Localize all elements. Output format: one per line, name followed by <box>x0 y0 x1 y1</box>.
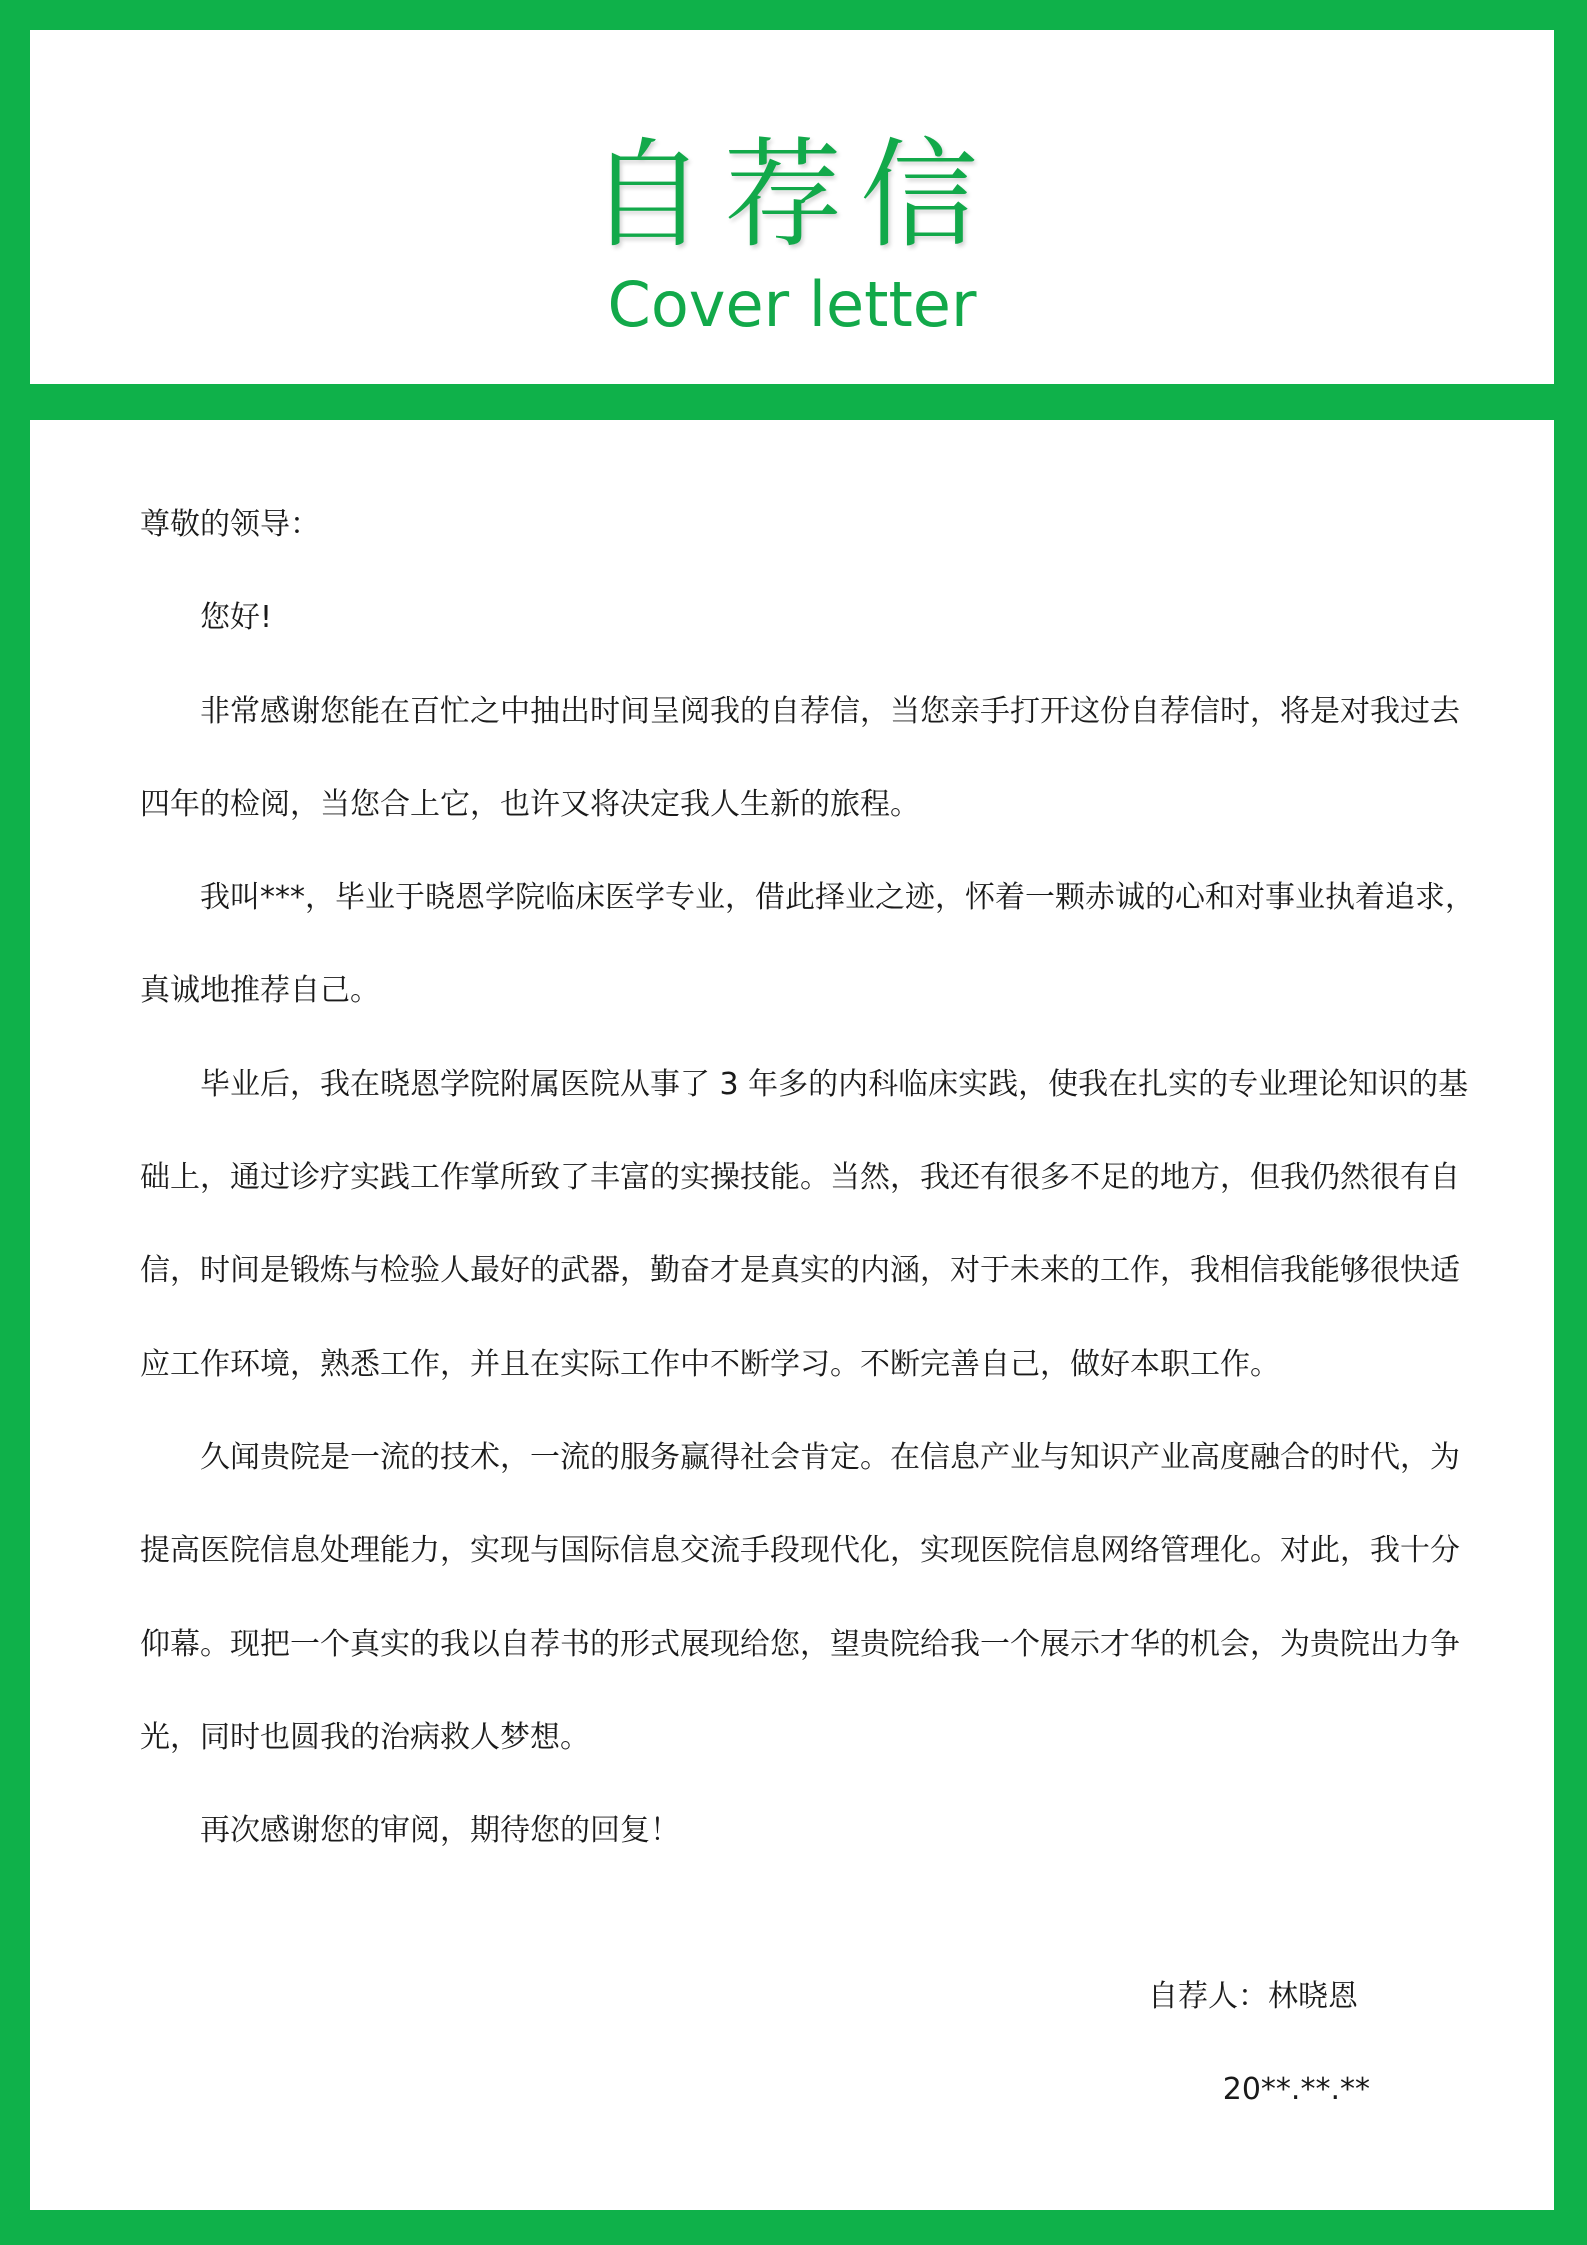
title-english: Cover letter <box>607 268 977 341</box>
paragraph-hospital: 久闻贵院是一流的技术，一流的服务赢得社会肯定。在信息产业与知识产业高度融合的时代，为提高医院信息处理能力，实现与国际信息交流手段现代化，实现医院信息网络管理化。对此，我十分仰幕。现把一个真实的我以自荐书的形式展现给您，望贵院给我一个展示才华的机会，为贵院出力争光，同时也圆我的治病救人梦想。 <box>140 1439 1460 1755</box>
paragraph-thanks: 非常感谢您能在百忙之中抽出时间呈阅我的自荐信，当您亲手打开这份自荐信时，将是对我过去四年的检阅，当您合上它，也许又将决定我人生新的旅程。 <box>140 693 1460 822</box>
greeting: 您好! <box>200 600 273 636</box>
salutation: 尊敬的领导： <box>140 507 320 542</box>
date: 20**.**.** <box>1222 2072 1370 2107</box>
title-chinese: 自荐信 <box>587 126 996 264</box>
paragraph-closing: 再次感谢您的审阅，期待您的回复！ <box>200 1813 680 1849</box>
letter-body-box <box>30 420 1554 2210</box>
signer: 自荐人：林晓恩 <box>1148 1979 1358 2014</box>
paragraph-introduction: 我叫***，毕业于晓恩学院临床医学专业，借此择业之迹，怀着一颗赤诚的心和对事业执着追求，真诚地推荐自己。 <box>140 880 1475 1009</box>
letter-text <box>140 478 1480 1877</box>
header-box <box>30 30 1554 384</box>
paragraph-experience: 毕业后，我在晓恩学院附属医院从事了 3 年多的内科临床实践，使我在扎实的专业理论知识的基础上，通过诊疗实践工作掌所致了丰富的实操技能。当然，我还有很多不足的地方，但我仍然很有自信，时间是锻炼与检验人最好的武器，勤奋才是真实的内涵，对于未来的工作，我相信我能够很快适应工作环境，熟悉工作，并且在实际工作中不断学习。不断完善自己，做好本职工作。 <box>140 1066 1469 1382</box>
